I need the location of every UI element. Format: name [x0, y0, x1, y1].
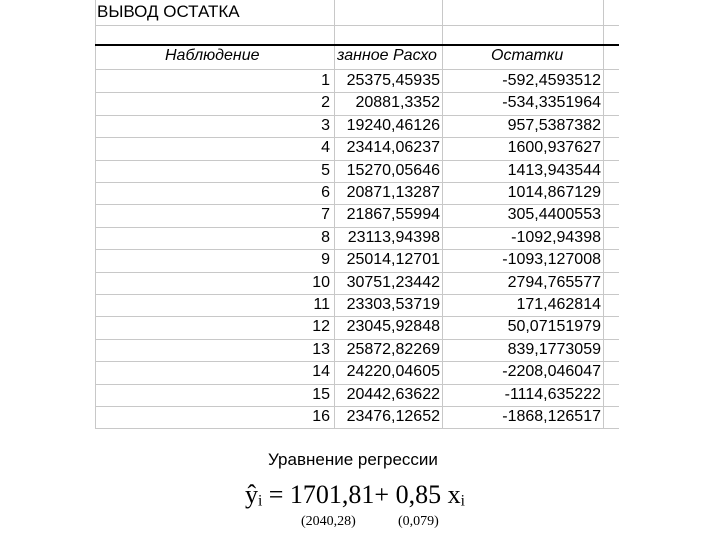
observation-number-cell: 7 [321, 206, 330, 224]
grid-line [95, 428, 619, 429]
equation-label: Уравнение регрессии [268, 450, 438, 469]
observation-number-cell: 1 [321, 72, 330, 89]
predicted-value-cell: 23303,53719 [346, 296, 440, 313]
residual-value-cell: 1600,937627 [507, 139, 601, 157]
predicted-value-cell: 21867,55994 [346, 206, 440, 224]
observation-number-cell: 14 [312, 363, 330, 381]
intercept-standard-error: (2040,28) [301, 514, 356, 529]
residual-value-cell: 305,4400553 [507, 206, 601, 224]
grid-line [95, 204, 619, 205]
residual-value-cell: 171,462814 [516, 296, 601, 313]
grid-line [95, 406, 619, 407]
predicted-value-cell: 23113,94398 [347, 228, 440, 246]
grid-line [95, 182, 619, 183]
predicted-value-cell: 20442,63622 [346, 385, 440, 403]
header-observation: Наблюдение [165, 47, 260, 64]
header-top-border [95, 44, 619, 46]
observation-number-cell: 11 [313, 296, 330, 313]
observation-number-cell: 13 [312, 340, 330, 358]
predicted-value-cell: 25014,12701 [346, 251, 440, 269]
residual-value-cell: -2208,046047 [502, 363, 601, 381]
residual-value-cell: -1093,127008 [502, 251, 601, 269]
residual-value-cell: -592,4593512 [502, 72, 601, 89]
slope-standard-error: (0,079) [398, 514, 439, 529]
equation-formula: ŷᵢ = 1701,81+ 0,85 xᵢ [245, 480, 465, 509]
grid-line [334, 0, 335, 428]
grid-line [95, 160, 619, 161]
residual-value-cell: -1114,635222 [504, 385, 601, 403]
residual-value-cell: 1014,867129 [507, 184, 601, 201]
observation-number-cell: 10 [312, 273, 330, 291]
predicted-value-cell: 19240,46126 [346, 116, 440, 134]
residual-value-cell: 2794,765577 [507, 273, 601, 291]
regression-equation [245, 476, 485, 536]
grid-line [95, 249, 619, 250]
predicted-value-cell: 23476,12652 [346, 408, 440, 425]
residual-value-cell: 50,07151979 [507, 318, 601, 336]
grid-line [603, 0, 604, 428]
observation-number-cell: 6 [321, 184, 330, 201]
observation-number-cell: 4 [321, 139, 330, 157]
observation-number-cell: 9 [321, 251, 330, 269]
predicted-value-cell: 23414,06237 [346, 139, 440, 157]
predicted-value-cell: 20871,13287 [346, 184, 440, 201]
residual-value-cell: -534,3351964 [502, 94, 601, 112]
residual-output-table [95, 0, 619, 428]
grid-line [95, 92, 619, 93]
table-title: ВЫВОД ОСТАТКА [97, 2, 240, 21]
observation-number-cell: 3 [321, 116, 330, 134]
grid-line [95, 384, 619, 385]
grid-line [95, 272, 619, 273]
grid-line [442, 0, 443, 428]
predicted-value-cell: 30751,23442 [346, 273, 440, 291]
residual-value-cell: -1868,126517 [502, 408, 601, 425]
grid-line [95, 361, 619, 362]
grid-line [95, 227, 619, 228]
predicted-value-cell: 25375,45935 [346, 72, 440, 89]
residual-value-cell: 957,5387382 [507, 116, 601, 134]
grid-line [95, 137, 619, 138]
residual-value-cell: 839,1773059 [507, 340, 601, 358]
observation-number-cell: 5 [321, 161, 330, 179]
grid-line [95, 115, 619, 116]
observation-number-cell: 16 [312, 408, 330, 425]
observation-number-cell: 8 [321, 228, 330, 246]
residual-value-cell: 1413,943544 [507, 161, 601, 179]
grid-line [95, 25, 619, 26]
observation-number-cell: 12 [312, 318, 330, 336]
predicted-value-cell: 15270,05646 [346, 161, 440, 179]
predicted-value-cell: 20881,3352 [355, 94, 440, 112]
grid-line [95, 339, 619, 340]
predicted-value-cell: 25872,82269 [346, 340, 440, 358]
header-residuals: Остатки [491, 47, 564, 64]
grid-line [95, 316, 619, 317]
residual-value-cell: -1092,94398 [511, 228, 601, 246]
predicted-value-cell: 24220,04605 [346, 363, 440, 381]
observation-number-cell: 15 [312, 385, 330, 403]
observation-number-cell: 2 [321, 94, 330, 112]
header-predicted: занное Расхо [337, 47, 437, 64]
grid-line [95, 294, 619, 295]
predicted-value-cell: 23045,92848 [346, 318, 440, 336]
